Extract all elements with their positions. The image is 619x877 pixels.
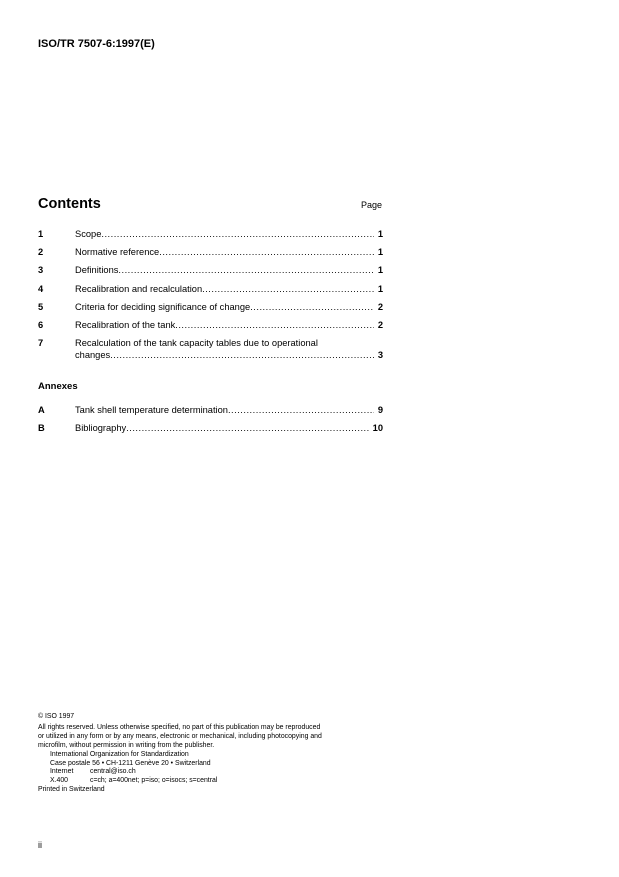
- annex-entry-title: Tank shell temperature determination: [75, 405, 228, 415]
- toc-entry-title: Recalculation of the tank capacity tables due to operational: [75, 338, 318, 348]
- toc-entry-title: Scope: [75, 229, 102, 239]
- org-address: Case postale 56 • CH-1211 Genève 20 • Switzerland: [50, 759, 211, 767]
- dot-leader: [250, 301, 374, 313]
- toc-entry-page: 1: [377, 247, 383, 257]
- toc-entry-number: 3: [38, 265, 44, 275]
- toc-entry-number: 7: [38, 338, 44, 348]
- internet-line: [38, 768, 383, 777]
- toc-entry-number: 4: [38, 284, 44, 294]
- x400-label: X.400: [50, 777, 69, 785]
- annex-entry-page: 9: [377, 405, 383, 415]
- toc-entry-page: 1: [377, 284, 383, 294]
- document-id: ISO/TR 7507-6:1997(E): [38, 38, 155, 50]
- dot-leader: [101, 228, 373, 240]
- toc-entry-title: Criteria for deciding significance of change: [75, 302, 251, 312]
- toc-entry-title: Normative reference: [75, 247, 160, 257]
- dot-leader: [228, 404, 374, 416]
- rights-text: or utilized in any form or by any means, electronic or mechanical, including photocopying and: [38, 732, 322, 740]
- x400-line: [38, 777, 383, 786]
- internet-value: central@iso.ch: [90, 768, 136, 776]
- toc-entry-page: 1: [377, 229, 383, 239]
- contents-title: Contents: [38, 196, 101, 212]
- page-column-label: Page: [361, 200, 383, 210]
- toc-entry-number: 5: [38, 302, 44, 312]
- page-number: ii: [38, 840, 42, 850]
- toc-entry-page: 3: [377, 350, 383, 360]
- dot-leader: [175, 319, 374, 331]
- toc-entry-title: Recalibration of the tank: [75, 320, 176, 330]
- copyright-line: © ISO 1997: [38, 713, 75, 720]
- rights-text: microfilm, without permission in writing from the publisher.: [38, 741, 215, 749]
- toc-entry-page: 1: [377, 265, 383, 275]
- annex-entry-page: 10: [372, 423, 383, 433]
- toc-entry-title: Definitions: [75, 265, 119, 275]
- toc-entry-page: 2: [377, 302, 383, 312]
- annex-entry-letter: B: [38, 423, 45, 433]
- org-name: International Organization for Standardization: [50, 750, 189, 758]
- rights-text: All rights reserved. Unless otherwise specified, no part of this publication may be reproduced: [38, 723, 321, 731]
- annexes-heading: Annexes: [38, 381, 78, 392]
- toc-entry-number: 6: [38, 320, 44, 330]
- annex-entry-title: Bibliography: [75, 423, 127, 433]
- x400-value: c=ch; a=400net; p=iso; o=isocs; s=central: [90, 777, 218, 785]
- annex-entry-letter: A: [38, 405, 45, 415]
- dot-leader: [118, 264, 373, 276]
- dot-leader: [126, 422, 368, 434]
- copyright-notice: [38, 713, 383, 795]
- toc-entry-number: 1: [38, 229, 44, 239]
- toc-entry-title-continued: changes: [75, 350, 111, 360]
- dot-leader: [202, 283, 374, 295]
- internet-label: Internet: [50, 768, 74, 776]
- toc-entry-page: 2: [377, 320, 383, 330]
- printed-in: Printed in Switzerland: [38, 786, 105, 794]
- toc-entry-title: Recalibration and recalculation: [75, 284, 203, 294]
- toc-entry-number: 2: [38, 247, 44, 257]
- dot-leader: [110, 349, 374, 361]
- dot-leader: [159, 246, 374, 258]
